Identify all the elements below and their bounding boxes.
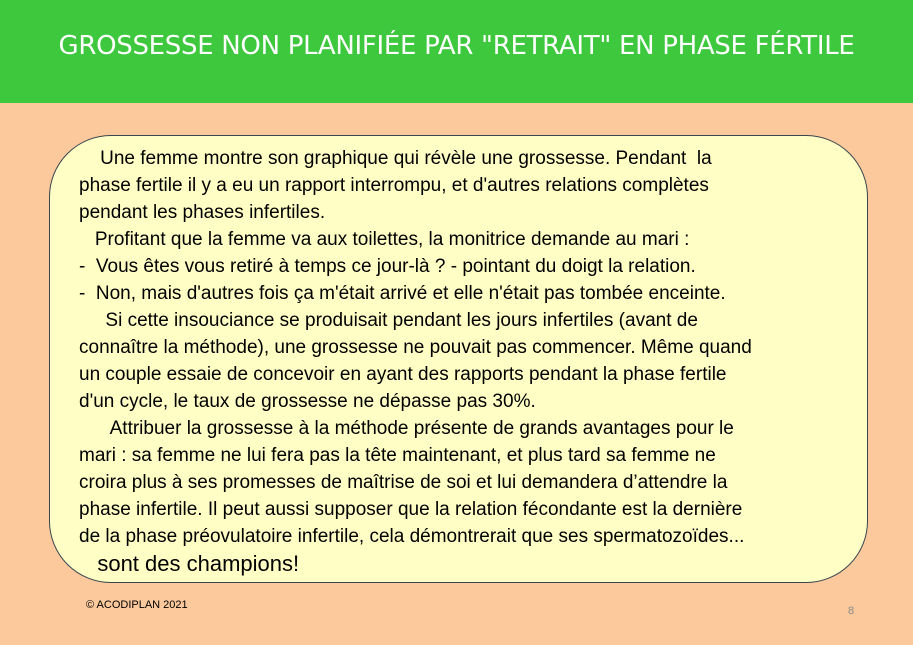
body-line: Si cette insouciance se produisait pendant les jours infertiles (avant de xyxy=(79,310,698,331)
body-line-final: sont des champions! xyxy=(79,551,300,576)
body-line: - Vous êtes vous retiré à temps ce jour-là ? - pointant du doigt la relation. xyxy=(79,256,696,277)
body-line: de la phase préovulatoire infertile, cela démontrerait que ses spermatozoïdes... xyxy=(79,526,745,547)
body-line: - Non, mais d'autres fois ça m'était arrivé et elle n'était pas tombée enceinte. xyxy=(79,283,726,304)
body-line: Profitant que la femme va aux toilettes, la monitrice demande au mari : xyxy=(79,229,690,250)
body-line: Attribuer la grossesse à la méthode présente de grands avantages pour le xyxy=(79,418,734,439)
body-line: phase fertile il y a eu un rapport interrompu, et d'autres relations complètes xyxy=(79,175,709,196)
body-line: d'un cycle, le taux de grossesse ne dépasse pas 30%. xyxy=(79,391,536,412)
body-line: pendant les phases infertiles. xyxy=(79,202,326,223)
body-line: mari : sa femme ne lui fera pas la tête maintenant, et plus tard sa femme ne xyxy=(79,445,716,466)
copyright-footer: © ACODIPLAN 2021 xyxy=(86,599,188,611)
body-line: Une femme montre son graphique qui révèle une grossesse. Pendant la xyxy=(79,148,712,169)
slide-title: GROSSESSE NON PLANIFIÉE PAR "RETRAIT" EN PHASE FÉRTILE xyxy=(58,31,855,61)
body-line: connaître la méthode), une grossesse ne pouvait pas commencer. Même quand xyxy=(79,337,752,358)
body-line: un couple essaie de concevoir en ayant des rapports pendant la phase fertile xyxy=(79,364,727,385)
page-number: 8 xyxy=(848,605,855,617)
body-line: phase infertile. Il peut aussi supposer que la relation fécondante est la dernière xyxy=(79,499,743,520)
body-line: croira plus à ses promesses de maîtrise de soi et lui demandera d’attendre la xyxy=(79,472,728,493)
